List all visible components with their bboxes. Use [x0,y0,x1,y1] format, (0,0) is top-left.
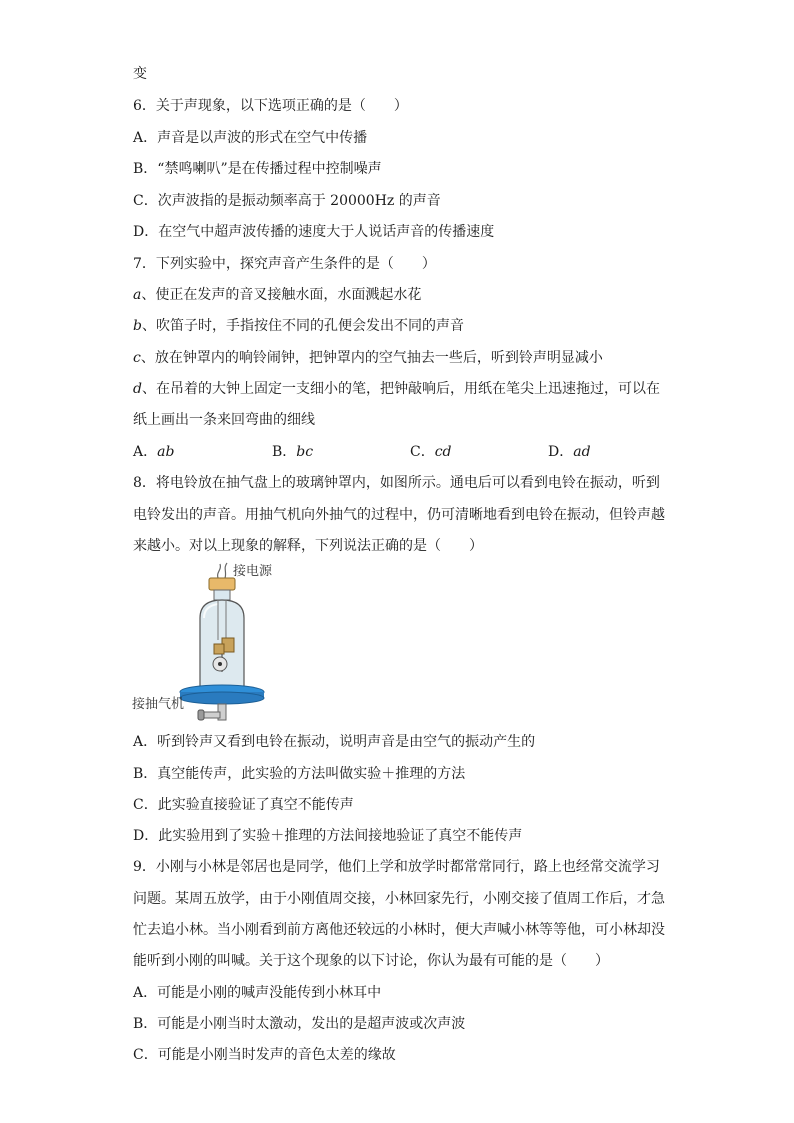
q7-item-text: 、吹笛子时，手指按住不同的孔便会发出不同的声音 [141,318,464,334]
q7-choice-c [410,442,452,462]
q9-stem-line-1: 9．小刚与小林是邻居也是同学，他们上学和放学时都常常同行，路上也经常交流学习 [133,859,660,875]
q9-option-a: A．可能是小刚的喊声没能传到小林耳中 [133,985,382,1001]
q9-option-c: C．可能是小刚当时发声的音色太差的缘故 [133,1047,396,1063]
q7-item-key: b [133,318,142,334]
q7-item-d-continued: 纸上画出一条来回弯曲的细线 [133,412,315,428]
q7-stem: 7．下列实验中，探究声音产生条件的是（ ） [133,256,436,272]
q7-choice-d [548,442,591,462]
jar-neck [214,590,230,600]
air-pump-label: 接抽气机 [132,697,185,712]
q7-item-d [133,379,660,399]
q7-item-c [133,348,603,368]
q9-stem-line-4: 能听到小刚的叫喊。关于这个现象的以下讨论，你认为最有可能的是（ ） [133,953,609,969]
q7-item-b [133,316,464,336]
q7-item-text: 、在吊着的大钟上固定一支细小的笔，把钟敲响后，用纸在笔尖上迅速拖过，可以在 [141,381,660,397]
q9-option-b: B．可能是小刚当时太激动，发出的是超声波或次声波 [133,1016,466,1032]
q7-choice-b [272,442,313,462]
choice-value: bc [296,444,314,460]
q9-stem-line-2: 问题。某周五放学，由于小刚值周交接，小林回家先行，小刚交接了值周工作后，才急 [133,891,665,907]
q7-item-text: 、放在钟罩内的响铃闹钟，把钟罩内的空气抽去一些后，听到铃声明显减小 [140,350,603,366]
bell-jar-figure [130,560,290,730]
power-wire [218,564,221,578]
q8-option-a: A．听到铃声又看到电铃在振动，说明声音是由空气的振动产生的 [133,734,536,750]
q7-choice-a [133,442,174,462]
q7-item-key: c [133,350,141,366]
q8-option-c: C．此实验直接验证了真空不能传声 [133,797,354,813]
continued-text: 变 [133,66,147,82]
q8-stem-line-2: 电铃发出的声音。用抽气机向外抽气的过程中，仍可清晰地看到电铃在振动，但铃声越 [133,507,665,523]
q7-item-key: d [133,381,142,397]
choice-label: B． [272,444,297,460]
q8-stem-line-1: 8．将电铃放在抽气盘上的玻璃钟罩内，如图所示。通电后可以看到电铃在振动，听到 [133,475,660,491]
q8-option-b: B．真空能传声，此实验的方法叫做实验＋推理的方法 [133,766,466,782]
choice-label: C． [410,444,435,460]
pump-pipe [202,712,220,718]
q9-stem-line-3: 忙去追小林。当小刚看到前方离他还较远的小林时，便大声喊小林等等他，可小林却没 [133,922,665,938]
q7-item-text: 、使正在发声的音叉接触水面，水面溅起水花 [141,287,422,303]
q6-stem: 6．关于声现象，以下选项正确的是（ ） [133,98,408,114]
q6-option-a: A．声音是以声波的形式在空气中传播 [133,130,368,146]
q6-option-b: B．“禁鸣喇叭”是在传播过程中控制噪声 [133,161,382,177]
power-supply-label: 接电源 [233,564,273,579]
q7-item-a [133,285,421,305]
choice-label: A． [133,444,158,460]
q6-option-c: C．次声波指的是振动频率高于 20000Hz 的声音 [133,193,441,209]
choice-value: ad [573,444,591,460]
q8-stem-line-3: 来越小。对以上现象的解释，下列说法正确的是（ ） [133,538,483,554]
q7-item-key: a [133,287,142,303]
choice-value: ab [157,444,175,460]
choice-label: D． [548,444,574,460]
rubber-stopper [209,578,235,590]
q8-option-d: D．此实验用到了实验＋推理的方法间接地验证了真空不能传声 [133,828,523,844]
q6-option-d: D．在空气中超声波传播的速度大于人说话声音的传播速度 [133,224,495,240]
power-wire [225,563,227,578]
choice-value: cd [434,444,452,460]
